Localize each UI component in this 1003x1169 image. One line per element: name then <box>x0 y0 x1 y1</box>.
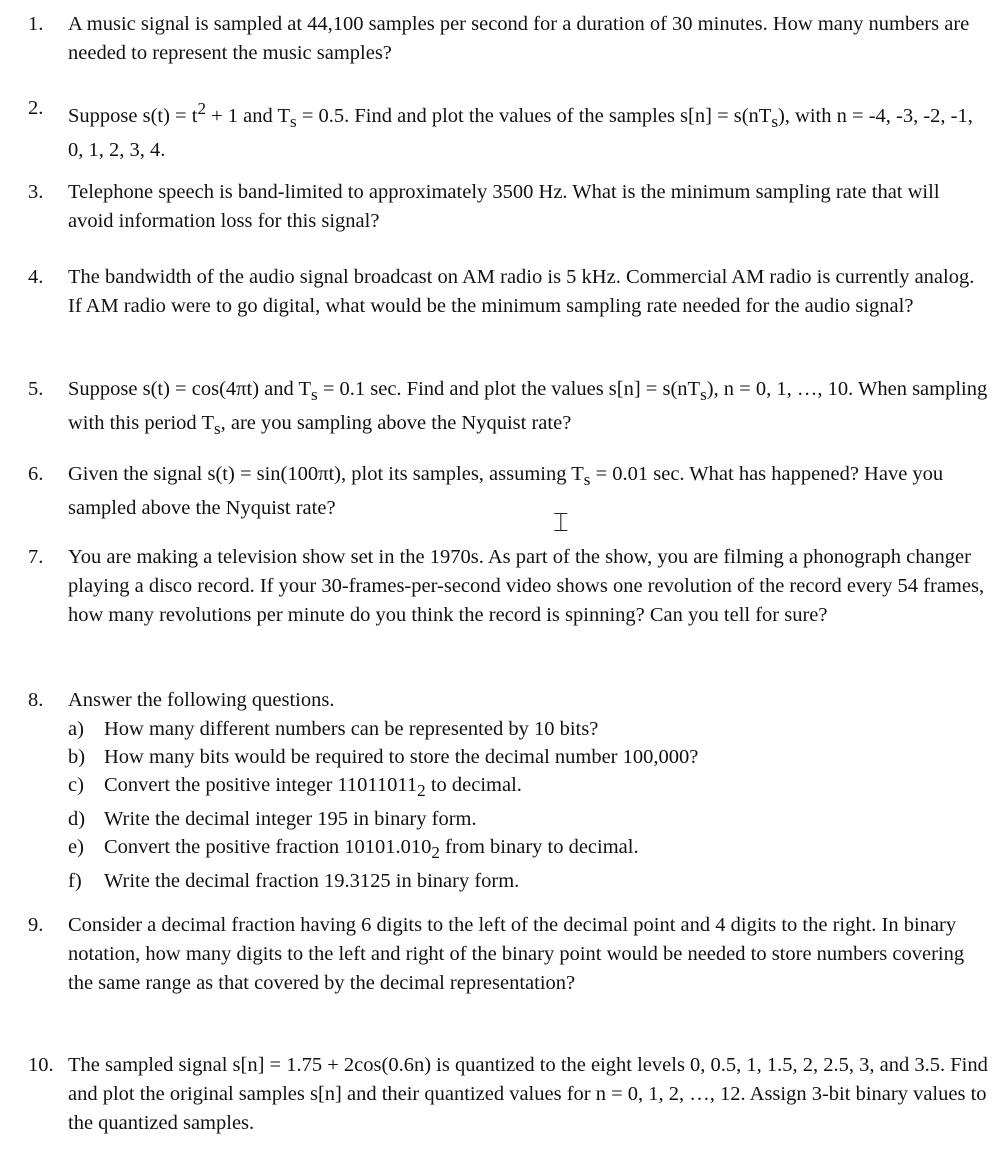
subquestion-label: d) <box>68 808 86 831</box>
problem-number: 4. <box>28 266 44 288</box>
problem-4 <box>28 263 988 321</box>
subquestion-label: b) <box>68 746 86 768</box>
problem-9 <box>28 911 988 998</box>
problem-text: You are making a television show set in the 1970s. As part of the show, you are filming a phonograph changer playing a disco record. If your 30-frames-per-second video shows one revolution of the record every 54 frames, how many revolutions per minute do you think the record is spinning? Can you tell for sure? <box>68 546 985 626</box>
problem-1 <box>28 10 988 68</box>
subquestion-list <box>68 715 988 895</box>
problem-text: Consider a decimal fraction having 6 digits to the left of the decimal point and 4 digits to the right. In binary notation, how many digits to the left and right of the binary point would be needed to store numbers covering the same range as that covered by the decimal representation? <box>68 914 965 994</box>
problem-2 <box>28 94 988 165</box>
subquestion: d) Write the decimal integer 195 in binary form. <box>68 805 988 833</box>
problem-number: 3. <box>28 181 44 203</box>
problem-number: 8. <box>28 689 44 711</box>
problem-7 <box>28 543 988 630</box>
problem-text: Telephone speech is band-limited to approximately 3500 Hz. What is the minimum sampling rate that will avoid information loss for this signal? <box>68 181 940 232</box>
subquestion: f) Write the decimal fraction 19.3125 in binary form. <box>68 867 988 895</box>
problem-text: The sampled signal s[n] = 1.75 + 2cos(0.6n) is quantized to the eight levels 0, 0.5, 1, 1.5, 2, 2.5, 3, and 3.5. Find and plot the original samples s[n] and their quantized values for n = 0, 1, 2, …, 12. Assign 3-bit binary values to the quantized samples. <box>68 1054 988 1134</box>
problem-text: The bandwidth of the audio signal broadcast on AM radio is 5 kHz. Commercial AM radio is currently analog. If AM radio were to go digital, what would be the minimum sampling rate needed for the audio signal? <box>68 266 975 317</box>
subquestion-label: c) <box>68 774 84 796</box>
subquestion: a) How many different numbers can be represented by 10 bits? <box>68 715 988 743</box>
problem-10 <box>28 1051 988 1138</box>
problem-8 <box>28 686 988 895</box>
problem-text: Answer the following questions. <box>68 689 335 711</box>
subquestion-label: f) <box>68 870 82 893</box>
problem-number: 5. <box>28 378 44 400</box>
subquestion-label: e) <box>68 836 84 859</box>
problem-5 <box>28 375 988 443</box>
problem-text: Given the signal s(t) = sin(100πt), plot its samples, assuming $T_s = 0.01$ sec. What has happened? Have you sampled above the Nyquist rate? <box>68 463 944 520</box>
problem-number: 7. <box>28 546 44 568</box>
problem-6 <box>28 460 988 523</box>
subquestion: c) Convert the positive integer $11011011_2$ to decimal. <box>68 771 988 805</box>
problem-number: 9. <box>28 914 44 936</box>
text-cursor-icon: ⌶ <box>553 508 569 538</box>
problem-number: 10. <box>28 1054 54 1076</box>
problem-text: A music signal is sampled at 44,100 samples per second for a duration of 30 minutes. How many numbers are needed to represent the music samples? <box>68 13 970 64</box>
subquestion-label: a) <box>68 718 84 740</box>
problem-3 <box>28 178 988 236</box>
problem-text: Suppose $s(t) = t^2 + 1$ and $T_s = 0.5$. Find and plot the values of the samples $s[n] = s(nT_s)$, with n = -4, -3, -2, -1, 0, 1, 2, 3, 4. <box>68 99 973 161</box>
problem-number: 2. <box>28 97 44 119</box>
problem-number: 6. <box>28 463 44 485</box>
subquestion: e) Convert the positive fraction $10101.010_2$ from binary to decimal. <box>68 833 988 867</box>
problem-number: 1. <box>28 13 44 35</box>
subquestion: b) How many bits would be required to store the decimal number 100,000? <box>68 743 988 771</box>
problem-text: Suppose s(t) = cos(4πt) and $T_s = 0.1$ sec. Find and plot the values $s[n] = s(nT_s)$, n = 0, 1, …, 10. When sampling with this period $T_s$, are you sampling above the Nyquist rate? <box>68 378 988 439</box>
